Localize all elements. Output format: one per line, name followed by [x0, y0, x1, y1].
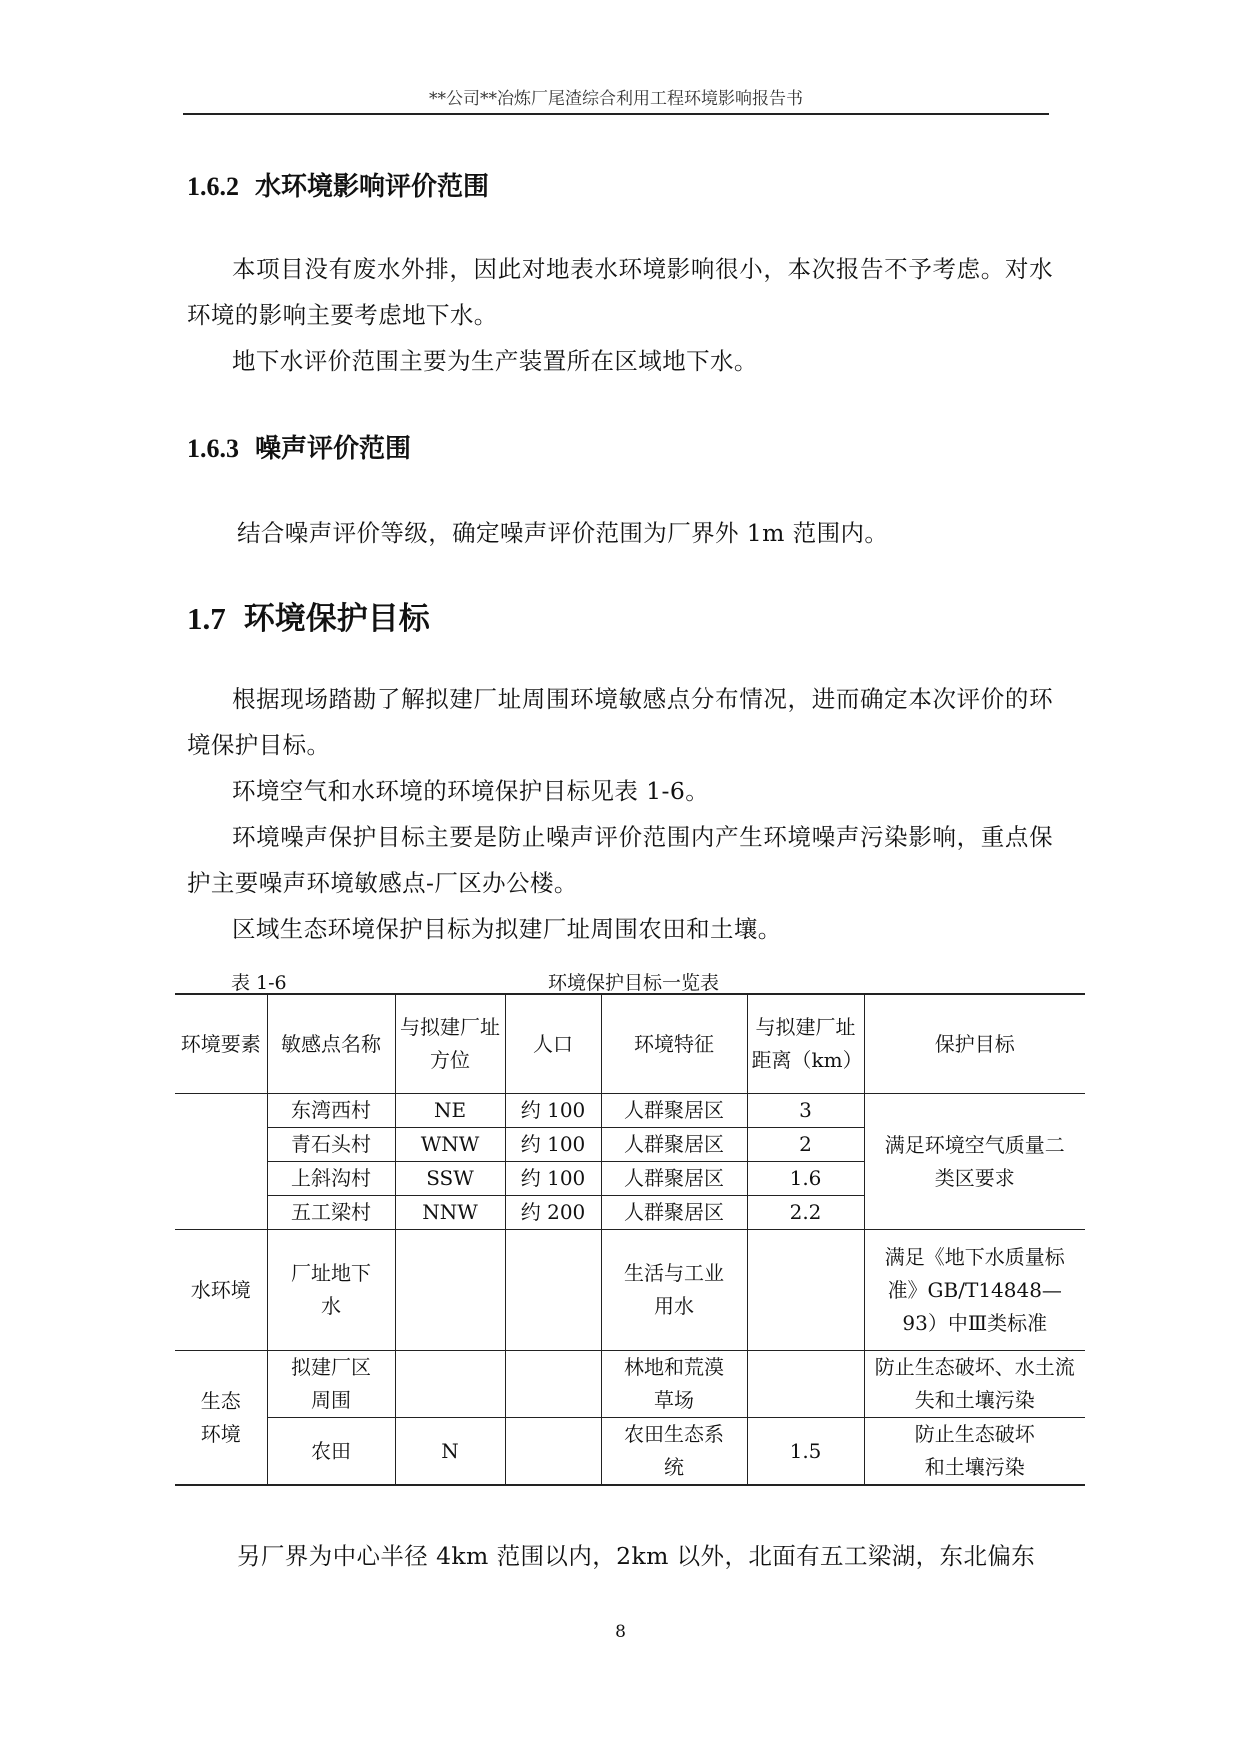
cell: [505, 1418, 601, 1486]
paragraph: 区域生态环境保护目标为拟建厂址周围农田和土壤。: [232, 915, 782, 943]
section-number: 1.6.3: [187, 434, 239, 463]
cell: SSW: [395, 1162, 505, 1196]
page-number: 8: [615, 1622, 626, 1642]
table-title: 环境保护目标一览表: [548, 972, 720, 994]
header-cell: 敏感点名称: [267, 994, 395, 1094]
cell: [505, 1351, 601, 1418]
header-cell: 环境要素: [175, 994, 267, 1094]
cell-element: 生态环境: [175, 1351, 267, 1486]
cell-goal: 防止生态破坏、水土流失和土壤污染: [864, 1351, 1085, 1418]
paragraph: 结合噪声评价等级，确定噪声评价范围为厂界外 1m 范围内。: [237, 519, 889, 547]
running-header: **公司**冶炼厂尾渣综合利用工程环境影响报告书: [429, 89, 803, 109]
table-label: 表 1-6: [231, 972, 287, 994]
cell: 上斜沟村: [267, 1162, 395, 1196]
cell-goal: 满足《地下水质量标准》GB/T14848—93）中Ⅲ类标准: [864, 1230, 1085, 1351]
cell: [747, 1230, 864, 1351]
section-heading-1-6-3: [187, 428, 411, 465]
cell: 约 100: [505, 1128, 601, 1162]
cell: [747, 1351, 864, 1418]
cell: 人群聚居区: [601, 1094, 747, 1128]
paragraph: 本项目没有废水外排，因此对地表水环境影响很小，本次报告不予考虑。对水环境的影响主要考虑地下水。: [187, 255, 1053, 329]
cell: [505, 1230, 601, 1351]
section-number: 1.6.2: [187, 172, 239, 201]
cell: 1.5: [747, 1418, 864, 1486]
table-header-row: [175, 994, 1085, 1094]
cell-element: 水环境: [175, 1230, 267, 1351]
cell: 2.2: [747, 1196, 864, 1230]
paragraph: 根据现场踏勘了解拟建厂址周围环境敏感点分布情况，进而确定本次评价的环境保护目标。: [187, 685, 1053, 759]
table-row: [175, 1230, 1085, 1351]
header-cell: 与拟建厂址距离（km）: [747, 994, 864, 1094]
cell: 拟建厂区周围: [267, 1351, 395, 1418]
cell: 农田: [267, 1418, 395, 1486]
cell: 林地和荒漠草场: [601, 1351, 747, 1418]
section-title: 噪声评价范围: [255, 434, 412, 464]
cell: 农田生态系统: [601, 1418, 747, 1486]
cell: 1.6: [747, 1162, 864, 1196]
cell: NNW: [395, 1196, 505, 1230]
header-cell: 保护目标: [864, 994, 1085, 1094]
paragraph: 环境噪声保护目标主要是防止噪声评价范围内产生环境噪声污染影响，重点保护主要噪声环境敏感点-厂区办公楼。: [187, 823, 1053, 897]
cell-goal: 防止生态破坏和土壤污染: [864, 1418, 1085, 1486]
section-number: 1.7: [187, 601, 226, 636]
cell: 青石头村: [267, 1128, 395, 1162]
cell: 五工梁村: [267, 1196, 395, 1230]
section-title: 环境保护目标: [243, 601, 430, 637]
cell: 3: [747, 1094, 864, 1128]
table-row: [175, 1418, 1085, 1486]
paragraph: 地下水评价范围主要为生产装置所在区域地下水。: [232, 347, 758, 375]
section-title: 水环境影响评价范围: [255, 172, 490, 202]
cell: [395, 1351, 505, 1418]
paragraph: 环境空气和水环境的环境保护目标见表 1-6。: [232, 777, 710, 805]
header-cell: 环境特征: [601, 994, 747, 1094]
element-cell-air: [175, 1094, 267, 1230]
cell: NE: [395, 1094, 505, 1128]
cell: 2: [747, 1128, 864, 1162]
cell: N: [395, 1418, 505, 1486]
paragraph: 另厂界为中心半径 4km 范围以内，2km 以外，北面有五工梁湖，东北偏东: [237, 1542, 1036, 1570]
cell: 约 100: [505, 1162, 601, 1196]
table-row: [175, 1094, 1085, 1128]
cell: 约 200: [505, 1196, 601, 1230]
section-heading-1-6-2: [187, 166, 489, 203]
cell: WNW: [395, 1128, 505, 1162]
header-cell: 与拟建厂址方位: [395, 994, 505, 1094]
cell: 人群聚居区: [601, 1128, 747, 1162]
section-heading-1-7: [187, 593, 430, 638]
cell: 生活与工业用水: [601, 1230, 747, 1351]
cell: 人群聚居区: [601, 1196, 747, 1230]
header-cell: 人口: [505, 994, 601, 1094]
table-row: [175, 1351, 1085, 1418]
protection-target-table: [175, 993, 1085, 1486]
cell: 东湾西村: [267, 1094, 395, 1128]
cell: 人群聚居区: [601, 1162, 747, 1196]
cell: 厂址地下水: [267, 1230, 395, 1351]
header-divider: [183, 113, 1049, 115]
cell: [395, 1230, 505, 1351]
cell: 约 100: [505, 1094, 601, 1128]
cell-goal: 满足环境空气质量二类区要求: [864, 1094, 1085, 1230]
